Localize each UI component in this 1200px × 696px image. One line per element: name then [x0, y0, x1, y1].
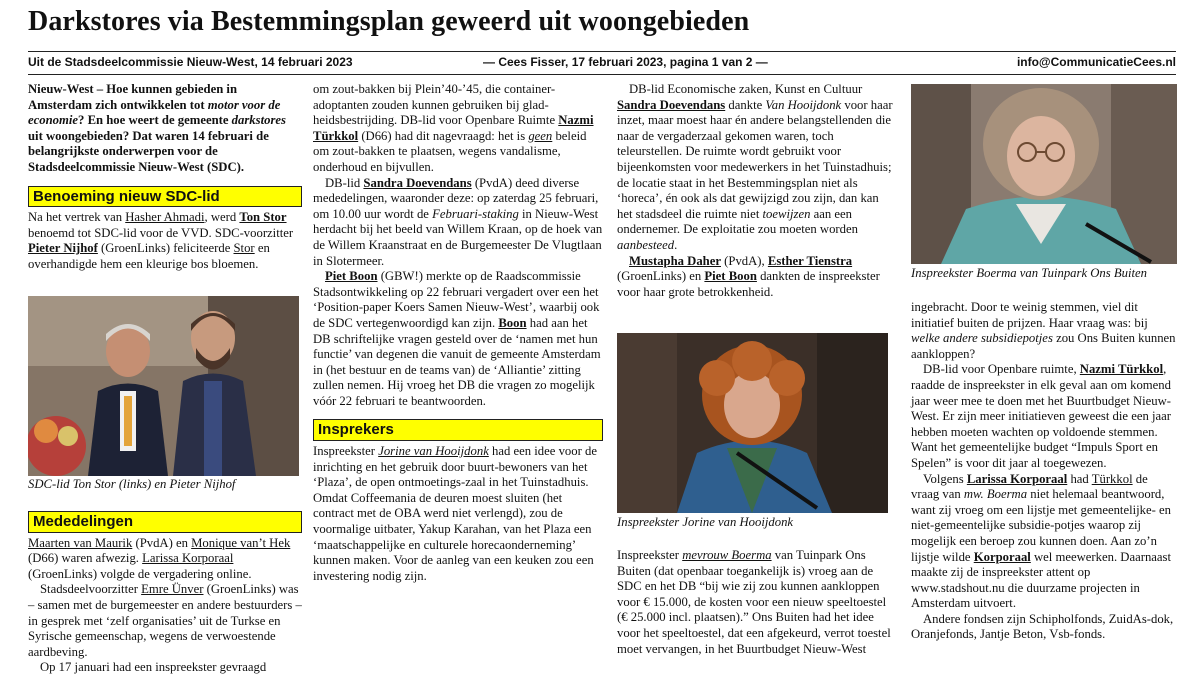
email-link[interactable]: info@CommunicatieCees.nl: [1016, 55, 1176, 69]
column2-p3: Piet Boon (GBW!) merkte op de Raadscommissie Stadsontwikkeling op 22 februari vergadert over een het ‘Position-paper Koers Samen Nieuw-West’, waarbij ook de SDC vertegenwoordigd kan zijn. Boon had aan het DB schriftelijke vragen gesteld over de ‘namen met hun functie’ van degenen die vanuit de gemeente Amsterdam in (het bestuur en de teams van) de ‘Alliantie’ zitting zullen nemen. Hij vroeg het DB die vragen zo mogelijk vóór 22 februari te beantwoorden.: [313, 269, 601, 408]
column4-p4: Andere fondsen zijn Schipholfonds, ZuidAs-dok, Oranjefonds, Jantje Beton, Vsb-fonds.: [911, 611, 1174, 642]
source-line: Uit de Stadsdeelcommissie Nieuw-West, 14 februari 2023: [28, 55, 353, 69]
column3-p1: DB-lid Economische zaken, Kunst en Cultuur Sandra Doevendans dankte Van Hooijdonk voor haar inzet, maar moest haar én andere belangstellenden die naar de vergaderzaal gekomen waren, toch teleurstellen. De ruimte wordt gebruikt voor bijeenkomsten voor medewerkers in het Tuinstadhuis; de locatie staat in het Bestemmingsplan niet als ‘horeca’, én ook als dat gewijzigd zou zijn, dan kan het stadsdeel die ruimte niet toewijzen aan een ondernemer. De exploitatie zou moeten worden aanbesteed.: [617, 82, 893, 252]
photo-jorine-van-hooijdonk: [617, 333, 888, 513]
column-2: [313, 82, 603, 584]
section-heading-insprekers: Insprekers: [313, 419, 603, 441]
column-3: [617, 82, 897, 300]
benoeming-paragraph: Na het vertrek van Hasher Ahmadi, werd Ton Stor benoemd tot SDC-lid voor de VVD. SDC-voorzitter Pieter Nijhof (GroenLinks) feliciteerde Stor en overhandigde hem een kleurige bos bloemen.: [28, 210, 294, 271]
mededelingen-p1: Maarten van Maurik (PvdA) en Monique van’t Hek (D66) waren afwezig. Larissa Korporaal (GroenLinks) volgde de vergadering online.: [28, 535, 291, 581]
column-1-lower: [28, 511, 302, 676]
column2-p1: om zout-bakken bij Plein’40-’45, die container-adoptanten zouden kunnen gebruiken bij glad-heidsbestrijding. DB-lid voor Openbare Ruimte Nazmi Türkkol (D66) had dit nagevraagd: het is geen beleid om zout-bakken te plaatsen, wegens vandalisme, onderhoud en bijvullen.: [313, 82, 594, 174]
caption-photo1: SDC-lid Ton Stor (links) en Pieter Nijhof: [28, 477, 236, 491]
column4-p3: Volgens Larissa Korporaal had Türkkol de vraag van mw. Boerma niet helemaal beantwoord, want zij vroeg om een lijstje met gemeentelijke- en niet-gemeentelijke subsidie-potjes waarop zij mogelijk een beroep zou kunnen doen. Aan zo’n lijstje wilde Korporaal wel meewerken. Daarnaast maakte zij de inspreekster attent op www.stadshout.nu die duurzame projecten in Amsterdam uitvoert.: [911, 471, 1172, 611]
insprekers-p1: Inspreekster Jorine van Hooijdonk had een idee voor de inrichting en het gebruik door buurt-bewoners van het ‘Plaza’, de open ontmoetings-zaal in het Tuinstadhuis. Omdat Coffeemania de deuren moest sluiten (het contract met de OBA werd niet verlengd), zou de voormalige uitbater, Yakup Karahan, van het Plaza een ‘maatschappelijke en culturele horecaonderneming’ kunnen maken. Voor de aanleg van een keuken zou een investering nodig zijn.: [313, 444, 597, 583]
page-title: Darkstores via Bestemmingsplan geweerd uit woongebieden: [28, 6, 750, 37]
section-heading-mededelingen: Mededelingen: [28, 511, 302, 533]
mededelingen-p3: Op 17 januari had een inspreekster gevraagd: [40, 660, 267, 675]
column-4: [911, 300, 1179, 643]
byline: — Cees Fisser, 17 februari 2023, pagina 1 van 2 —: [483, 55, 768, 69]
column-1: [28, 82, 302, 273]
caption-photo2: Inspreekster Jorine van Hooijdonk: [617, 515, 794, 529]
photo-boerma: [911, 84, 1177, 264]
subheader-bar: [28, 51, 1176, 75]
intro-paragraph: Nieuw-West – Hoe kunnen gebieden in Amsterdam zich ontwikkelen tot motor voor de economie? En hoe weert de gemeente darkstores uit woongebieden? Dat waren 14 februari de belangrijkste onderwerpen voor de Stadsdeelcommissie Nieuw-West (SDC).: [28, 82, 286, 174]
column-3-lower: [617, 548, 897, 657]
mededelingen-p2: Stadsdeelvoorzitter Emre Ünver (GroenLinks) was – samen met de burgemeester en andere bestuurders – in gesprek met ‘zelf organisaties’ uit de Turkse en Syrische gemeenschap, wegens de verwoestende aardbeving.: [28, 582, 302, 659]
column3-p3: Inspreekster mevrouw Boerma van Tuinpark Ons Buiten (dat openbaar toegankelijk is) vroeg aan de SDC en het DB “bij wie zij zou kunnen aankloppen voor € 15.000, de kosten voor een nieuw speeltoestel (€ 25.000 incl. plaatsen).” Ons Buiten had het idee voor het speeltoestel, dat een afgekeurd, verrot toestel moet vervangen, in het Buurtbudget Nieuw-West: [617, 548, 891, 656]
photo-ton-stor-pieter-nijhof: [28, 296, 299, 476]
column3-p2: Mustapha Daher (PvdA), Esther Tienstra (GroenLinks) en Piet Boon dankten de inspreekster voor haar grote betrokkenheid.: [617, 253, 880, 299]
column4-p1: ingebracht. Door te weinig stemmen, viel dit initiatief buiten de prijzen. Haar vraag was: bij welke andere subsidiepotjes zou Ons Buiten kunnen aankloppen?: [911, 300, 1176, 361]
column4-p2: DB-lid voor Openbare ruimte, Nazmi Türkkol, raadde de inspreekster in elk geval aan om komend jaar weer mee te doen met het Buurtbudget Nieuw-West. Er zijn meer initiatieven geweest die een jaar hebben moeten wachten op voldoende stemmen. Want het gemeentelijke budget “Impuls Sport en Spelen” is voor dit jaar al toegewezen.: [911, 362, 1172, 470]
caption-photo3: Inspreekster Boerma van Tuinpark Ons Buiten: [911, 266, 1147, 280]
column2-p2: DB-lid Sandra Doevendans (PvdA) deed diverse mededelingen, waaronder deze: op zaterdag 25 februari, om 10.00 uur wordt de Februari-staking in Nieuw-West herdacht bij het beeld van Willem Kraan, op de hoek van de Willem Kraanstraat en de Burgemeester De Vlugtlaan in Slotermeer.: [313, 175, 603, 268]
section-heading-benoeming: Benoeming nieuw SDC-lid: [28, 186, 302, 208]
